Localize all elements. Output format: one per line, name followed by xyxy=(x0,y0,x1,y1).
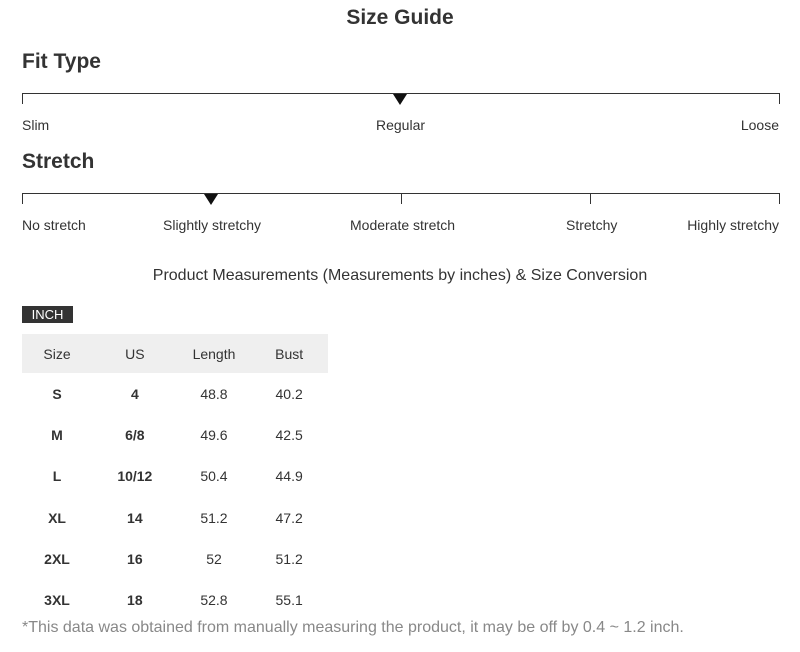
header-us: US xyxy=(125,345,145,362)
stretch-label-moderate-stretch: Moderate stretch xyxy=(350,217,456,233)
cell-us: 18 xyxy=(127,592,143,609)
cell-length: 52 xyxy=(206,550,222,567)
stretch-heading: Stretch xyxy=(22,150,95,173)
measurements-subheading: Product Measurements (Measurements by inches) & Size Conversion xyxy=(152,267,648,284)
fit-label-loose: Loose xyxy=(740,117,779,133)
header-size: Size xyxy=(43,345,71,362)
table-row xyxy=(22,373,328,414)
table-header-row xyxy=(22,334,328,373)
cell-length: 48.8 xyxy=(200,385,228,402)
cell-us: 16 xyxy=(127,550,143,567)
stretch-scale xyxy=(22,193,780,205)
header-length: Length xyxy=(192,345,236,362)
fit-type-heading: Fit Type xyxy=(22,50,101,73)
cell-length: 49.6 xyxy=(200,426,228,443)
table-row xyxy=(22,497,328,538)
fit-tick xyxy=(779,93,780,104)
header-bust: Bust xyxy=(275,345,304,362)
unit-badge[interactable]: INCH xyxy=(22,306,73,323)
cell-bust: 42.5 xyxy=(275,426,303,443)
cell-length: 50.4 xyxy=(200,468,228,485)
cell-bust: 51.2 xyxy=(275,550,303,567)
stretch-tick xyxy=(22,193,23,204)
cell-us: 4 xyxy=(130,385,139,402)
cell-bust: 44.9 xyxy=(275,468,303,485)
cell-bust: 40.2 xyxy=(275,385,303,402)
fit-tick xyxy=(22,93,23,104)
cell-length: 52.8 xyxy=(200,592,228,609)
cell-bust: 55.1 xyxy=(275,592,303,609)
cell-us: 6/8 xyxy=(125,426,145,443)
fit-label-slim: Slim xyxy=(22,117,50,133)
stretch-label-no-stretch: No stretch xyxy=(22,217,86,233)
table-row xyxy=(22,456,328,497)
stretch-label-highly-stretchy: Highly stretchy xyxy=(687,217,779,233)
cell-bust: 47.2 xyxy=(275,509,303,526)
cell-us: 10/12 xyxy=(117,468,153,485)
stretch-tick xyxy=(779,193,780,204)
fit-label-regular: Regular xyxy=(376,117,426,133)
size-table xyxy=(22,334,328,621)
cell-size: L xyxy=(52,468,62,485)
table-row xyxy=(22,538,328,579)
page-title: Size Guide xyxy=(346,6,454,29)
cell-length: 51.2 xyxy=(200,509,228,526)
table-row xyxy=(22,414,328,455)
stretch-label-slightly-stretchy: Slightly stretchy xyxy=(163,217,262,233)
cell-size: S xyxy=(52,385,62,402)
cell-size: M xyxy=(51,426,63,443)
stretch-label-stretchy: Stretchy xyxy=(566,217,618,233)
fit-selected-marker-icon xyxy=(393,94,407,105)
cell-size: 2XL xyxy=(44,550,70,567)
table-row xyxy=(22,579,328,620)
cell-size: XL xyxy=(48,509,66,526)
cell-us: 14 xyxy=(127,509,143,526)
fit-type-scale xyxy=(22,93,780,105)
measurement-footnote: *This data was obtained from manually measuring the product, it may be off by 0.4 ~ 1.2 inch. xyxy=(22,619,684,636)
stretch-tick xyxy=(401,193,402,204)
cell-size: 3XL xyxy=(44,592,70,609)
stretch-tick xyxy=(590,193,591,204)
stretch-selected-marker-icon xyxy=(204,194,218,205)
